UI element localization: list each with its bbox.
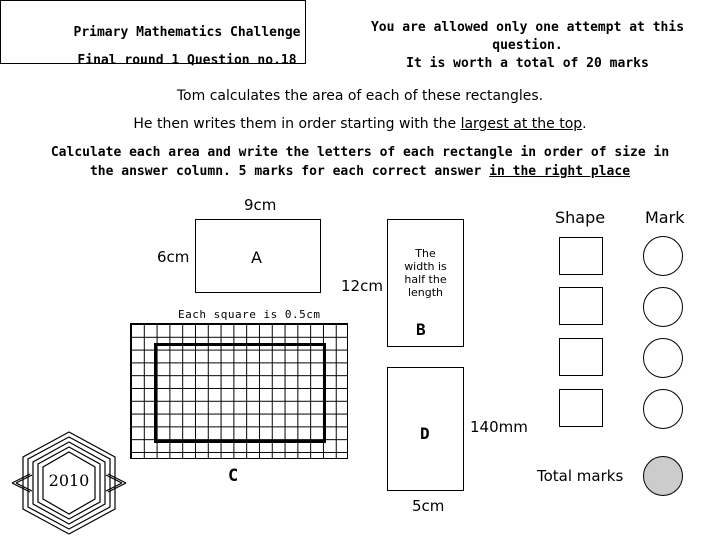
rect-b-note-4: length [407,286,444,299]
answer-shape-box-2[interactable] [559,287,603,325]
intro-period: . [582,116,587,132]
rect-b-note [387,247,464,299]
mark-column-header: Mark [645,208,685,227]
mark-circle-1[interactable] [643,236,683,276]
answer-shape-box-1[interactable] [559,237,603,275]
competition-logo [10,428,128,538]
answer-shape-box-4[interactable] [559,389,603,427]
rect-d-height-label: 140mm [470,418,528,436]
instruction-line-2 [0,164,720,179]
mark-circle-4[interactable] [643,389,683,429]
mark-circle-2[interactable] [643,287,683,327]
title-line-2: Final round 1 Question no.18 [77,53,297,68]
rectangle-c [154,343,326,443]
rect-d-width-label: 5cm [412,497,445,515]
intro-text: He then writes them in order starting with the [133,116,461,132]
intro-line-1: Tom calculates the area of each of these rectangles. [176,88,544,104]
rect-c-letter: C [228,466,239,486]
notice-line-1: You are allowed only one attempt at this [370,20,685,35]
notice-line-2: question. [492,38,563,53]
shape-column-header: Shape [555,208,606,227]
logo-year: 2010 [48,471,90,490]
answer-shape-box-3[interactable] [559,338,603,376]
notice-line-3: It is worth a total of 20 marks [406,56,649,71]
rect-a-height-label: 6cm [157,248,190,266]
total-marks-label: Total marks [537,467,624,485]
mark-circle-3[interactable] [643,338,683,378]
rect-b-height-label: 12cm [341,277,383,295]
rect-a-width-label: 9cm [244,196,277,214]
instruction-line-1: Calculate each area and write the letters of each rectangle in order of size in [50,145,670,160]
rect-b-note-3: half the [404,273,447,286]
total-marks-circle[interactable] [643,456,683,496]
title-line-1: Primary Mathematics Challenge [73,25,301,40]
instruction-text: the answer column. 5 marks for each correct answer [89,164,490,179]
notice [355,19,700,73]
intro-line-2 [0,116,720,132]
rect-b-note-1: The [415,247,436,260]
instruction-underlined: in the right place [489,164,631,179]
rect-a-letter: A [251,248,262,267]
grid-note: Each square is 0.5cm [178,308,321,321]
rect-b-note-2: width is [404,260,447,273]
rect-d-letter: D [420,424,430,443]
intro-underlined: largest at the top [460,116,583,132]
rect-b-letter: B [416,320,426,339]
